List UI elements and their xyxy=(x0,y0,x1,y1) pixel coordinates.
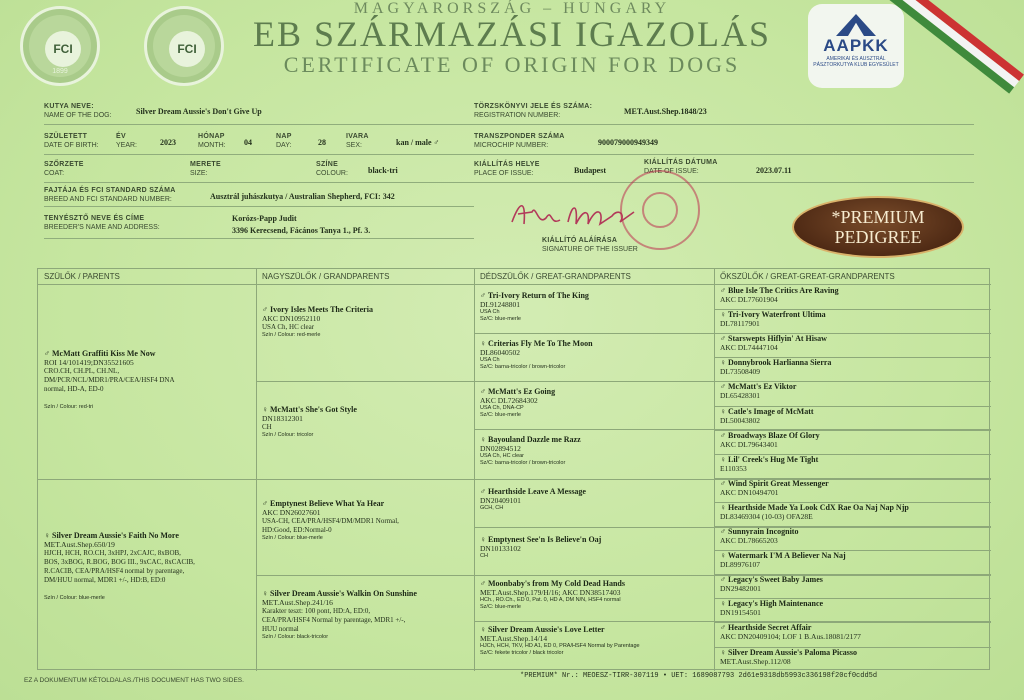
dam-titles-3: R.CACIB, CEA/PRA/HSF4 normal by parentage, xyxy=(44,567,185,575)
great-great-grandparent-reg: DL83469304 (10-03) OFA28E xyxy=(720,511,813,521)
great-grandparent-name: ♀ Silver Dream Aussie's Love Letter xyxy=(480,625,605,634)
grandparent-reg: AKC DN10952110 xyxy=(262,314,321,323)
aapkk-name: AAPKK xyxy=(823,36,889,55)
great-grandparent-name: ♂ McMatt's Ez Going xyxy=(480,387,556,396)
sire-cell xyxy=(44,349,254,411)
size-label: MERETE SIZE: xyxy=(190,161,221,177)
reg-value: MET.Aust.Shep.1848/23 xyxy=(624,107,707,116)
sex-label: IVARA SEX: xyxy=(346,133,369,149)
grandparent-name: ♀ Silver Dream Aussie's Walkin On Sunshine xyxy=(262,589,417,598)
col-header-great-great-grandparents: ŐKSZÜLŐK / GREAT-GREAT-GRANDPARENTS xyxy=(720,272,895,281)
dog-name-label: KUTYA NEVE: NAME OF THE DOG: xyxy=(44,103,112,119)
great-grandparent-titles: GCH, CH xyxy=(480,505,504,511)
dam-reg: MET.Aust.Shep.650/19 xyxy=(44,540,115,549)
colour-value: black-tri xyxy=(368,166,398,175)
great-grandparent-cell xyxy=(480,487,712,512)
aapkk-subtitle: AMERIKAI ÉS AUSZTRÁL PÁSZTORKUTYA KLUB EGYESÜLET xyxy=(813,56,899,68)
great-grandparent-colour: Sz/C: blue-merle xyxy=(480,604,521,610)
page-title: EB SZÁRMAZÁSI IGAZOLÁS xyxy=(252,14,771,54)
country-heading: MAGYARORSZÁG – HUNGARY xyxy=(353,0,671,17)
great-grandparent-titles: USA Ch xyxy=(480,309,500,315)
great-great-grandparent-reg: DN29482001 xyxy=(720,584,761,594)
issue-date-label: KIÁLLÍTÁS DÁTUMA DATE OF ISSUE: xyxy=(644,159,718,175)
day-value: 28 xyxy=(318,138,326,147)
great-grandparent-colour: Sz/C: barna-tricolor / brown-tricolor xyxy=(480,460,566,466)
great-grandparent-name: ♂ Hearthside Leave A Message xyxy=(480,487,586,496)
grandparent-titles-3: HUU normal xyxy=(262,625,299,633)
great-great-grandparent-reg: AKC DN10494701 xyxy=(720,487,779,497)
great-grandparent-name: ♂ Tri-Ivory Return of The King xyxy=(480,291,589,300)
great-great-grandparent-cell xyxy=(720,407,988,430)
great-great-grandparent-reg: AKC DN20409104; LOF 1 B.Aus.18081/2177 xyxy=(720,632,861,642)
great-grandparent-cell xyxy=(480,579,712,611)
breed-label: FAJTÁJA ÉS FCI STANDARD SZÁMA BREED AND FCI STANDARD NUMBER: xyxy=(44,187,176,203)
grandparent-titles: Karakter teszt: 100 pont, HD:A, ED:0, xyxy=(262,607,371,615)
grandparent-colour: Szín / Colour: tricolor xyxy=(262,432,314,438)
grandparent-colour: Szín / Colour: blue-merle xyxy=(262,535,323,541)
great-great-grandparent-name: ♀ Donnybrook Harlianna Sierra xyxy=(720,358,832,368)
great-grandparent-reg: AKC DL72684302 xyxy=(480,396,538,405)
grandparent-colour: Szín / Colour: red-merle xyxy=(262,332,321,338)
great-grandparent-reg: DN10133102 xyxy=(480,544,521,553)
grandparent-colour: Szín / Colour: black-tricolor xyxy=(262,634,329,640)
great-grandparent-cell xyxy=(480,625,712,657)
great-grandparent-cell xyxy=(480,435,712,467)
divider xyxy=(44,206,474,207)
breeder-address: 3396 Kerecsend, Fácános Tanya 1., Pf. 3. xyxy=(232,226,371,235)
divider xyxy=(44,154,974,155)
day-label: NAP DAY: xyxy=(276,133,292,149)
great-grandparent-name: ♀ Bayouland Dazzle me Razz xyxy=(480,435,581,444)
col-header-parents: SZÜLŐK / PARENTS xyxy=(44,272,120,281)
aapkk-logo xyxy=(808,4,904,88)
sire-health-2: normal, HD-A, ED-0 xyxy=(44,385,104,393)
great-great-grandparent-reg: AKC DL77601904 xyxy=(720,295,778,304)
issue-place-label: KIÁLLÍTÁS HELYE PLACE OF ISSUE: xyxy=(474,161,540,177)
great-grandparent-cell xyxy=(480,387,712,419)
great-great-grandparent-name: ♂ Broadways Blaze Of Glory xyxy=(720,430,820,440)
great-great-grandparent-reg: DL50043802 xyxy=(720,415,760,425)
breed-value: Ausztrál juhászkutya / Australian Shepherd, FCI: 342 xyxy=(210,192,395,201)
grandparent-titles: USA-CH, CEA/PRA/HSF4/DM/MDR1 Normal, xyxy=(262,517,399,525)
great-great-grandparent-cell xyxy=(720,527,988,550)
great-great-grandparent-cell xyxy=(720,431,988,454)
great-grandparent-reg: MET.Aust.Shep.179/H/16; AKC DN38517403 xyxy=(480,588,621,597)
col-header-grandparents: NAGYSZÜLŐK / GRANDPARENTS xyxy=(262,272,390,281)
sire-colour: Szín / Colour: red-tri xyxy=(44,404,94,410)
divider xyxy=(44,182,974,183)
great-grandparent-titles: HJCh, HCH, TKV, HD A1, ED 0, PRA/HSF4 Normal by Parentage xyxy=(480,643,640,649)
great-grandparent-reg: DN02894512 xyxy=(480,444,521,453)
grandparent-cell xyxy=(262,589,472,641)
grandparent-titles-2: HD:Good, ED:Normal-0 xyxy=(262,526,332,534)
grandparent-name: ♀ McMatt's She's Got Style xyxy=(262,405,357,414)
breeder-name: Korózs-Papp Judit xyxy=(232,214,297,223)
great-grandparent-reg: DL91248801 xyxy=(480,300,520,309)
seal-year-text: 1899 xyxy=(52,68,68,75)
great-grandparent-titles: HCh., RO.Ch., ED 0, Pat. 0, HD A, DM N/N, HSF4 normal xyxy=(480,597,621,603)
great-great-grandparent-cell xyxy=(720,455,988,478)
great-great-grandparent-name: ♀ Watermark I'M A Believer Na Naj xyxy=(720,551,846,561)
divider xyxy=(44,124,974,125)
great-great-grandparent-name: ♀ Tri-Ivory Waterfront Ultima xyxy=(720,310,826,320)
dam-titles: HJCH, HCH, RO.CH, 3xHPJ, 2xCAJC, 8xBOB, xyxy=(44,549,181,557)
sire-reg: ROI 14/101419;DN35521605 xyxy=(44,358,134,367)
great-great-grandparent-cell xyxy=(720,551,988,574)
great-great-grandparent-name: ♀ Legacy's High Maintenance xyxy=(720,599,824,609)
great-great-grandparent-reg: DL65428301 xyxy=(720,391,760,401)
dam-cell xyxy=(44,531,254,602)
coat-label: SZŐRZETE COAT: xyxy=(44,161,84,177)
grandparent-reg: AKC DN26027601 xyxy=(262,508,321,517)
great-grandparent-colour: Sz/C: blue-merle xyxy=(480,412,521,418)
dog-name-value: Silver Dream Aussie's Don't Give Up xyxy=(136,107,262,116)
great-great-grandparent-cell xyxy=(720,310,988,333)
great-grandparent-titles: CH xyxy=(480,553,488,559)
great-great-grandparent-name: ♂ Blue Isle The Critics Are Raving xyxy=(720,286,839,295)
great-great-grandparent-cell xyxy=(720,358,988,381)
great-great-grandparent-reg: E110353 xyxy=(720,463,747,473)
year-label: ÉV YEAR: xyxy=(116,133,138,149)
great-great-grandparent-reg: DL73508409 xyxy=(720,367,760,377)
great-great-grandparent-cell xyxy=(720,575,988,598)
grandparent-name: ♂ Emptynest Believe What Ya Hear xyxy=(262,499,385,508)
grandparent-titles: CH xyxy=(262,423,272,431)
grandparent-titles-2: CEA/PRA/HSF4 Normal by parentage, MDR1 +/-, xyxy=(262,616,406,624)
great-grandparent-reg: DL86040502 xyxy=(480,348,520,357)
great-great-grandparent-name: ♂ Hearthside Secret Affair xyxy=(720,623,812,633)
col-divider xyxy=(714,269,715,671)
great-grandparent-titles: USA Ch, HC clear xyxy=(480,453,525,459)
great-great-grandparent-name: ♂ Sunnyrain Incognito xyxy=(720,527,799,536)
great-great-grandparent-reg: DL78117901 xyxy=(720,319,760,329)
col-divider xyxy=(474,269,475,671)
month-label: HÓNAP MONTH: xyxy=(198,133,226,149)
seal-core-text: FCI xyxy=(45,31,81,67)
great-great-grandparent-cell xyxy=(720,382,988,405)
great-great-grandparent-cell xyxy=(720,503,988,526)
great-great-grandparent-cell xyxy=(720,286,988,309)
great-grandparent-titles: USA Ch xyxy=(480,357,500,363)
born-label: SZÜLETETT DATE OF BIRTH: xyxy=(44,133,99,149)
great-great-grandparent-reg: AKC DL78665203 xyxy=(720,536,778,545)
dam-colour: Szín / Colour: blue-merle xyxy=(44,595,105,601)
great-great-grandparent-reg: DN19154501 xyxy=(720,608,761,618)
great-great-grandparent-cell xyxy=(720,648,988,671)
great-great-grandparent-reg: AKC DL74447104 xyxy=(720,343,778,353)
reg-label: TÖRZSKÖNYVI JELE ÉS SZÁMA: REGISTRATION NUMBER: xyxy=(474,103,593,119)
page-subtitle: CERTIFICATE OF ORIGIN FOR DOGS xyxy=(283,52,741,77)
dam-name: ♀ Silver Dream Aussie's Faith No More xyxy=(44,531,179,540)
aapkk-mark-icon xyxy=(836,14,876,36)
col-divider xyxy=(256,269,257,671)
document-code: *PREMIUM* Nr.: MEOESZ-TIRR-307119 • UET: 1689087793 2d61e9318db5993c336198f20cf0cdd5d xyxy=(520,672,878,680)
grandparent-reg: MET.Aust.Shep.241/16 xyxy=(262,598,333,607)
great-grandparent-cell xyxy=(480,535,712,560)
great-great-grandparent-cell xyxy=(720,334,988,357)
great-grandparent-name: ♀ Emptynest See'n Is Believe'n Oaj xyxy=(480,535,602,544)
divider xyxy=(44,238,474,239)
great-great-grandparent-name: ♀ Hearthside Made Ya Look CdX Rae Oa Naj Nap Njp xyxy=(720,502,909,512)
two-sides-note: EZ A DOKUMENTUM KÉTOLDALAS./THIS DOCUMENT HAS TWO SIDES. xyxy=(24,677,244,684)
great-grandparent-cell xyxy=(480,291,712,323)
great-grandparent-colour: Sz/C: blue-merle xyxy=(480,316,521,322)
sex-value: kan / male ♂ xyxy=(396,138,440,147)
great-grandparent-colour: Sz/C: fekete tricolor / black tricolor xyxy=(480,650,564,656)
grandparent-titles: USA Ch, HC clear xyxy=(262,323,315,331)
sire-name: ♂ McMatt Graffiti Kiss Me Now xyxy=(44,349,156,358)
premium-pedigree-badge xyxy=(792,196,964,258)
grandparent-cell xyxy=(262,405,472,439)
great-great-grandparent-cell xyxy=(720,599,988,622)
great-great-grandparent-name: ♂ Starswepts Hiflyin' At Hisaw xyxy=(720,334,827,344)
great-great-grandparent-cell xyxy=(720,623,988,646)
great-great-grandparent-name: ♀ Catle's Image of McMatt xyxy=(720,406,814,416)
dam-titles-4: DM/HUU normal, MDR1 +/-, HD:B, ED:0 xyxy=(44,576,166,584)
month-value: 04 xyxy=(244,138,252,147)
great-great-grandparent-reg: AKC DL79643401 xyxy=(720,439,778,449)
col-header-great-grandparents: DÉDSZÜLŐK / GREAT-GRANDPARENTS xyxy=(480,272,631,281)
grandparent-cell xyxy=(262,305,472,339)
premium-text: *PREMIUM xyxy=(831,207,925,227)
chip-label: TRANSZPONDER SZÁMA MICROCHIP NUMBER: xyxy=(474,133,565,149)
great-great-grandparent-name: ♂ Legacy's Sweet Baby James xyxy=(720,575,823,585)
great-grandparent-reg: MET.Aust.Shep.14/14 xyxy=(480,634,548,643)
colour-label: SZÍNE COLOUR: xyxy=(316,161,348,177)
great-great-grandparent-name: ♂ McMatt's Ez Viktor xyxy=(720,382,797,392)
chip-value: 900079000949349 xyxy=(598,138,658,147)
grandparent-cell xyxy=(262,499,472,542)
pedigree-table xyxy=(37,268,990,670)
year-value: 2023 xyxy=(160,138,176,147)
great-grandparent-cell xyxy=(480,339,712,371)
row-divider xyxy=(38,284,991,285)
pedigree-text: PEDIGREE xyxy=(834,227,922,247)
issue-date-value: 2023.07.11 xyxy=(756,166,792,175)
signature-label: KIÁLLÍTÓ ALÁÍRÁSA SIGNATURE OF THE ISSUER xyxy=(542,237,638,253)
seal-core-text: FCI xyxy=(169,31,205,67)
dam-titles-2: BOS, 3xBOG, R.BOG, BOG III., 9xCAC, 8xCACIB, xyxy=(44,558,195,566)
sire-health: DM/PCR/NCL/MDR1/PRA/CEA/HSF4 DNA xyxy=(44,376,175,384)
sire-titles: CRO.CH, CH.PL, CH.NL, xyxy=(44,367,120,375)
breeder-label: TENYÉSZTŐ NEVE ÉS CÍME BREEDER'S NAME AND ADDRESS: xyxy=(44,215,160,231)
great-grandparent-titles: USA Ch, DNA-CP xyxy=(480,405,524,411)
great-great-grandparent-reg: MET.Aust.Shep.112/08 xyxy=(720,656,791,666)
great-grandparent-name: ♀ Criterias Fly Me To The Moon xyxy=(480,339,593,348)
great-grandparent-name: ♂ Moonbaby's from My Cold Dead Hands xyxy=(480,579,625,588)
issue-place-value: Budapest xyxy=(574,166,607,175)
great-great-grandparent-name: ♂ Wind Spirit Great Messenger xyxy=(720,478,829,488)
great-great-grandparent-cell xyxy=(720,479,988,502)
great-grandparent-colour: Sz/C: barna-tricolor / brown-tricolor xyxy=(480,364,566,370)
grandparent-reg: DN18312301 xyxy=(262,414,303,423)
great-great-grandparent-name: ♀ Lil' Creek's Hug Me Tight xyxy=(720,454,819,464)
grandparent-name: ♂ Ivory Isles Meets The Criteria xyxy=(262,305,373,314)
great-grandparent-reg: DN20409101 xyxy=(480,496,521,505)
great-great-grandparent-name: ♀ Silver Dream Aussie's Paloma Picasso xyxy=(720,647,858,657)
great-great-grandparent-reg: DL89976107 xyxy=(720,560,760,570)
